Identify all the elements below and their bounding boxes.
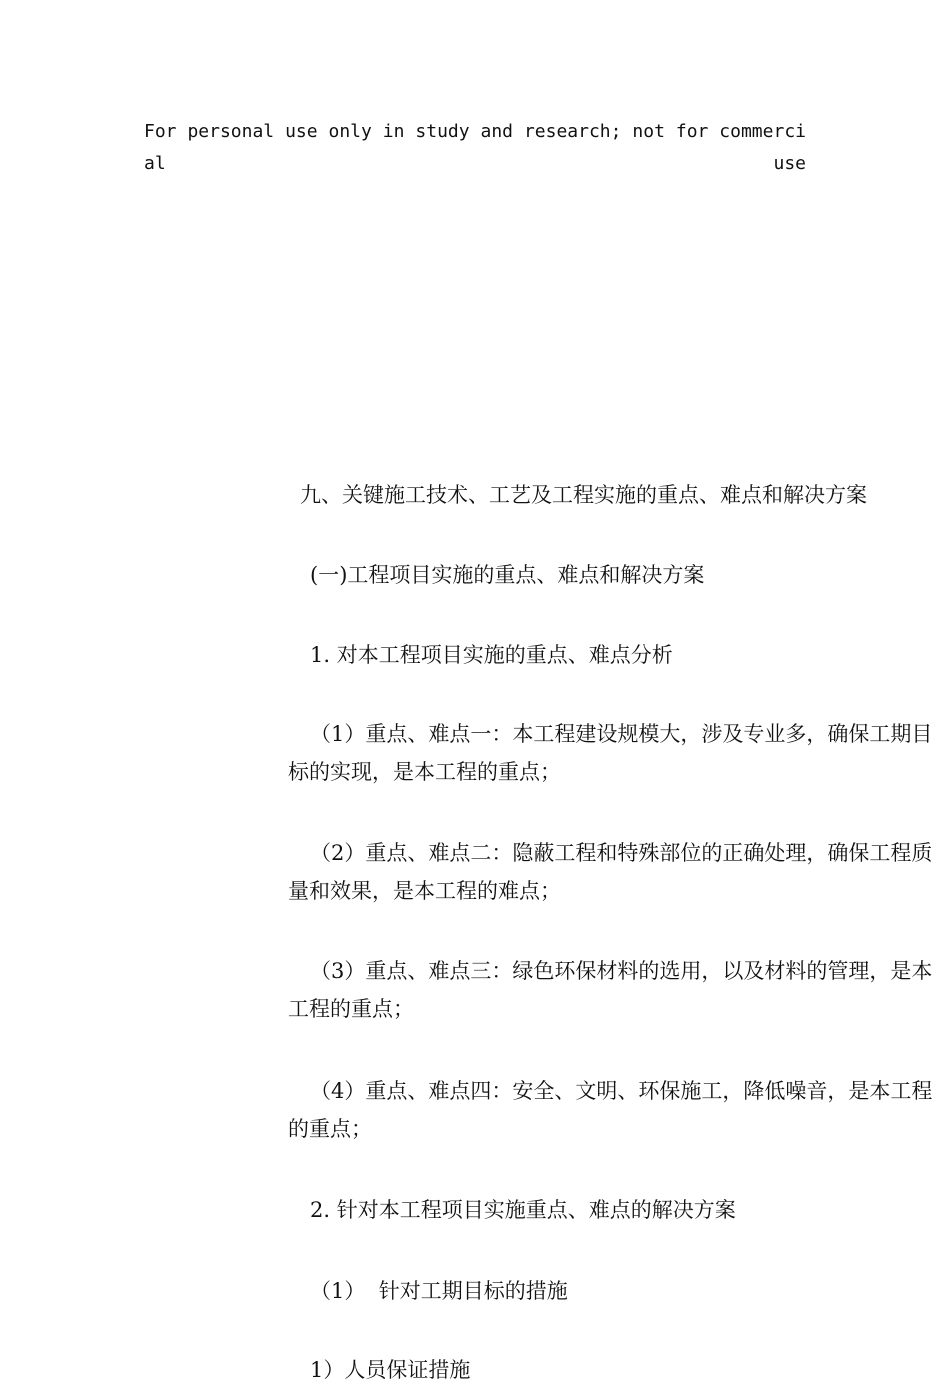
schedule-measure-heading: （1） 针对工期目标的措施: [310, 1279, 568, 1303]
document-title: 九、关键施工技术、工艺及工程实施的重点、难点和解决方案: [300, 483, 867, 507]
key-point-4: （4）重点、难点四：安全、文明、环保施工，降低噪音，是本工程的重点；: [288, 1079, 933, 1141]
solution-heading: 2. 针对本工程项目实施重点、难点的解决方案: [310, 1198, 736, 1222]
personnel-measure-heading: 1）人员保证措施: [310, 1358, 471, 1382]
key-point-2: （2）重点、难点二：隐蔽工程和特殊部位的正确处理，确保工程质量和效果，是本工程的难点；: [288, 841, 933, 903]
usage-notice: For personal use only in study and research; not for commercial use: [144, 121, 806, 174]
section-subheading: (一)工程项目实施的重点、难点和解决方案: [310, 563, 705, 587]
key-point-3: （3）重点、难点三：绿色环保材料的选用，以及材料的管理，是本工程的重点；: [288, 959, 933, 1021]
analysis-heading: 1. 对本工程项目实施的重点、难点分析: [310, 643, 673, 667]
key-point-1: （1）重点、难点一：本工程建设规模大，涉及专业多，确保工期目标的实现，是本工程的重点；: [288, 722, 933, 784]
